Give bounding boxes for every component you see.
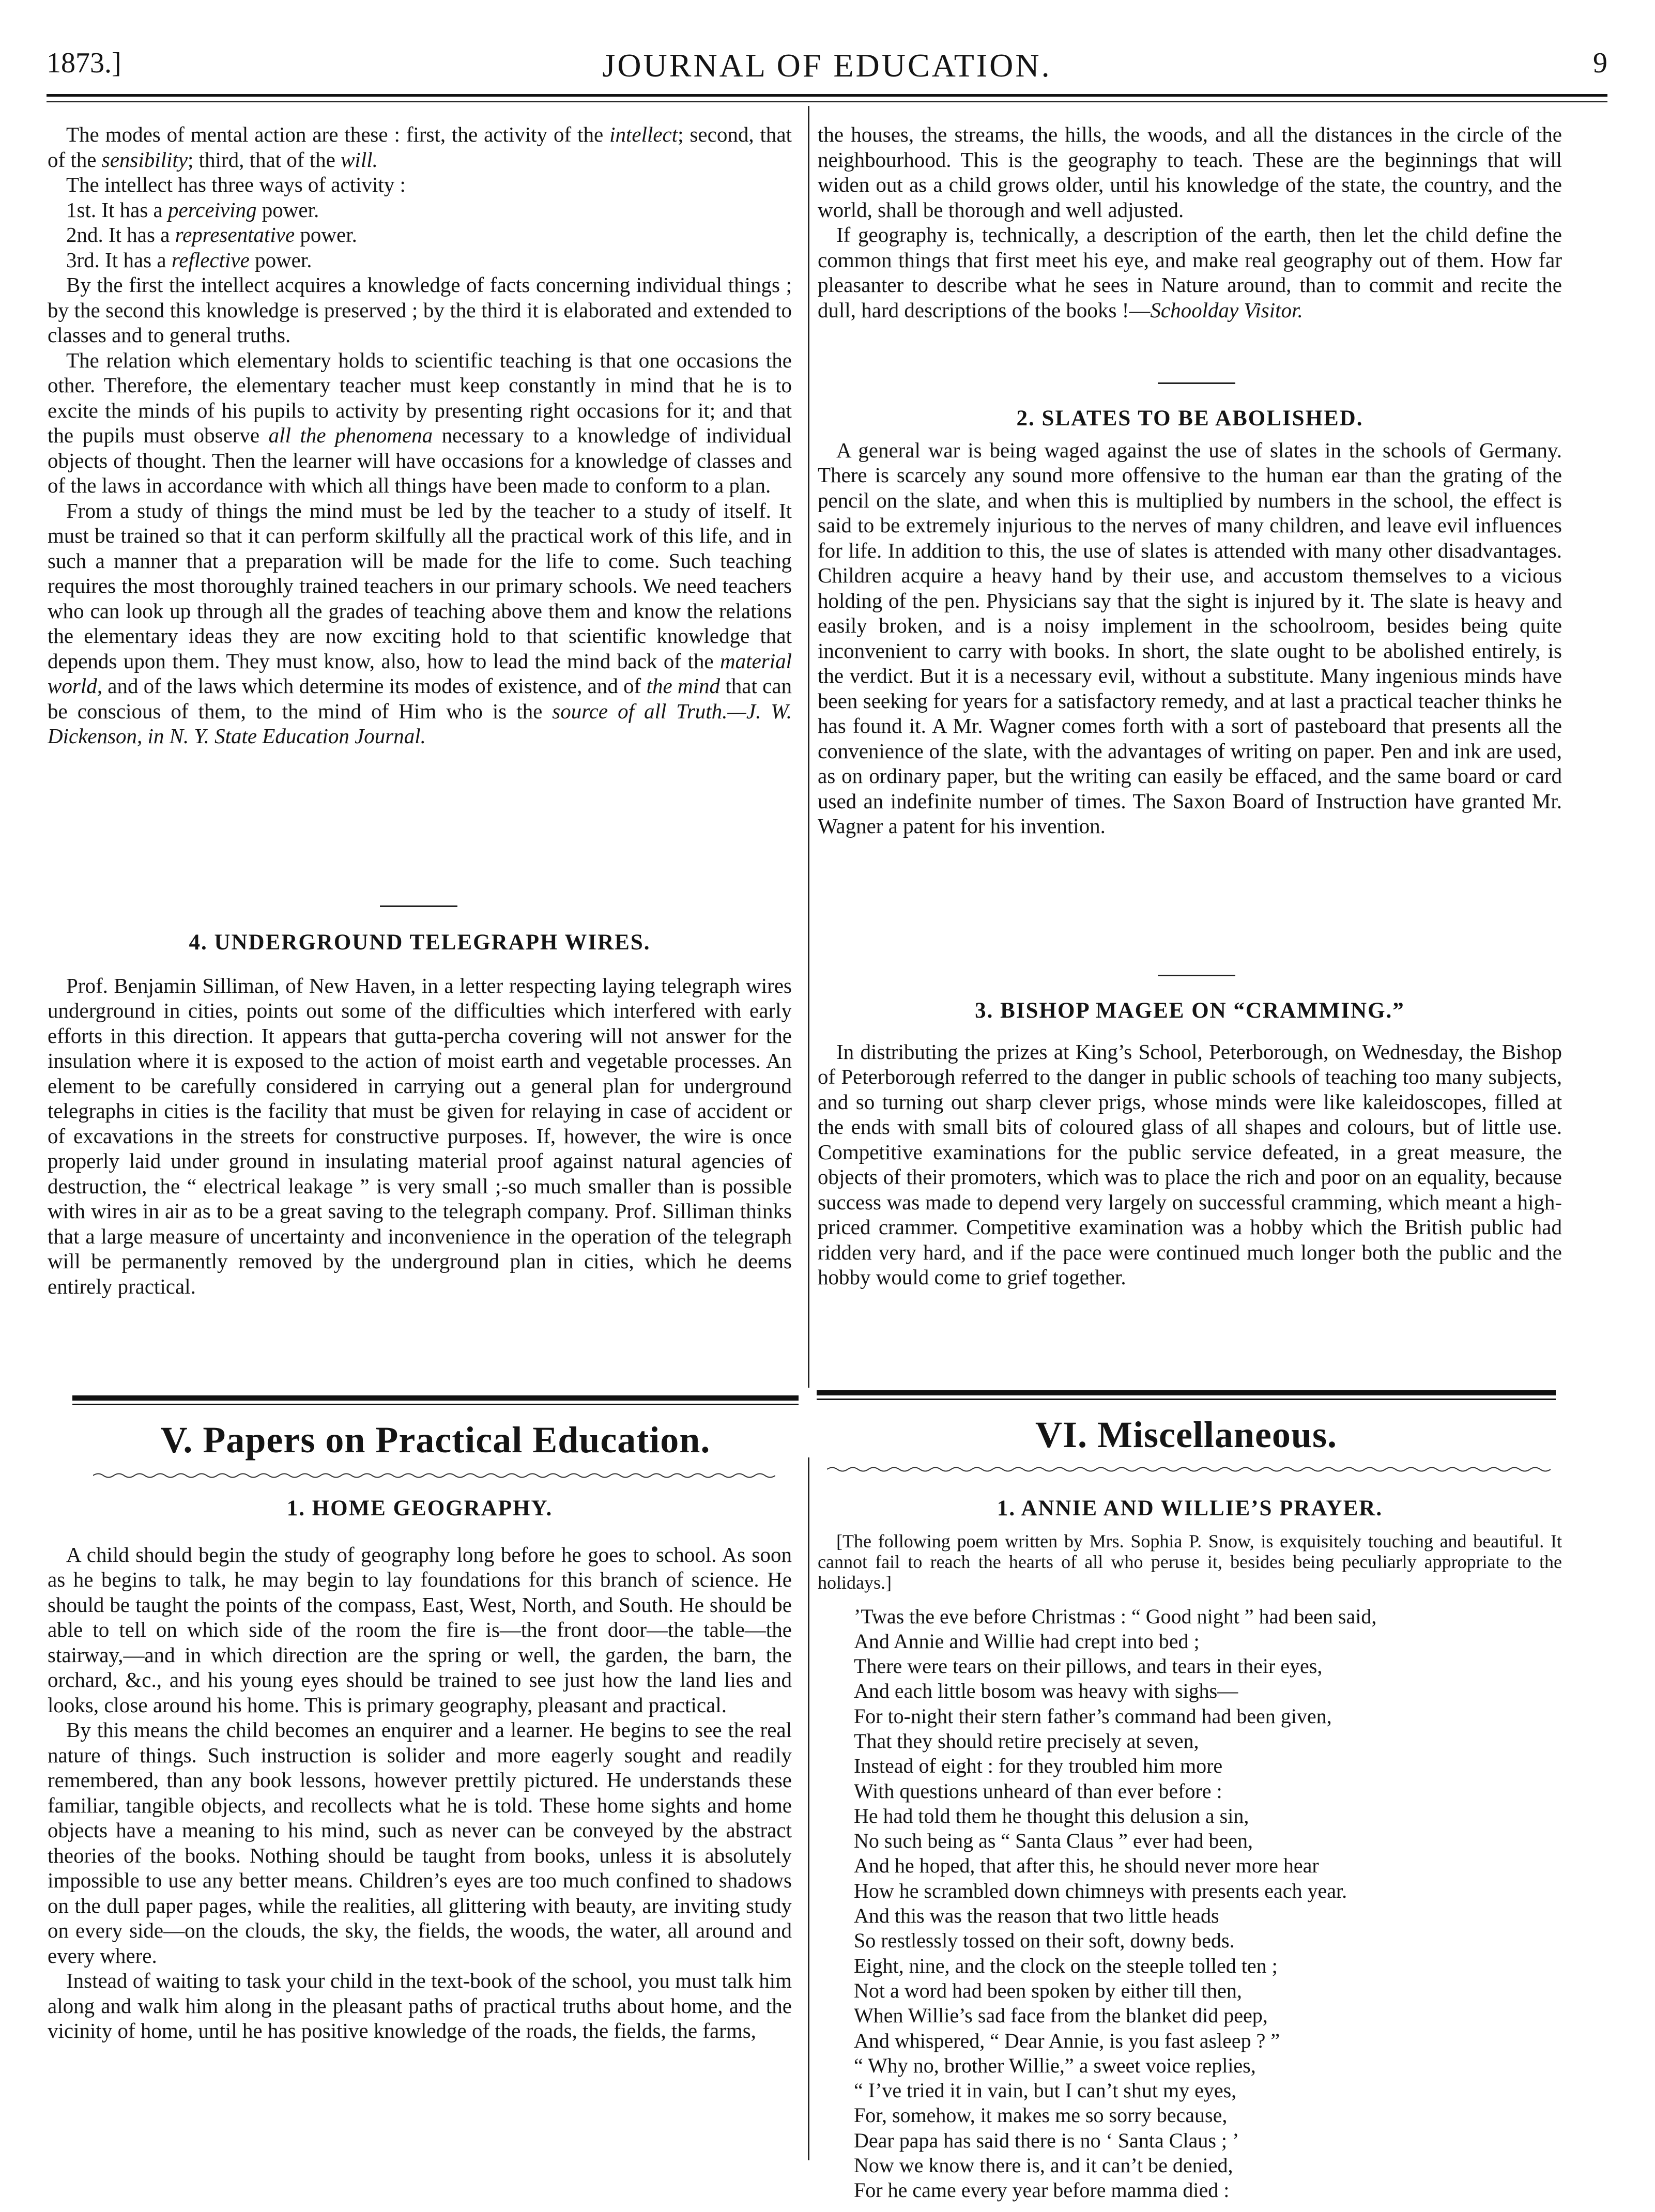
home-geography-p1: A child should begin the study of geography long before he goes to school. As soon as he begins to talk, he may begin to lay foundations for this branch of science. He should be taught the points of the compass, East, West, North, and South. He should be able to tell on which side of the room the fire is—the front door—the table—the stairway,—and in which direction are the spring or well, the garden, the barn, the orchard, &c., and his young eyes should be trained to see just how the land lies and looks, close around his home. This is primary geography, pleasant and practical. <box>48 1542 792 1717</box>
text: From a study of things the mind must be led by the teacher to a study of itself. It must be trained so that it can perform skilfully all the practical work of this life, and in such a manner that a preparation will be made for the life to come. Such teaching requires the most thoroughly trained teachers in our primary schools. We need teachers who can look up through all the grades of teaching above them and know the relations the elementary ideas they are now exciting hold to that scientific knowledge that depends upon them. They must know, also, how to lead the mind back of the <box>48 498 792 673</box>
paragraph-study-of-things <box>48 498 792 749</box>
section-bar-left <box>72 1395 799 1401</box>
poem-line: When Willie’s sad face from the blanket did peep, <box>854 2004 1268 2027</box>
poem-line: With questions unheard of than ever before : <box>854 1779 1222 1803</box>
poem-line: He had told them he thought this delusion a sin, <box>854 1804 1249 1827</box>
emphasis: reflective <box>171 248 250 272</box>
paragraph-modes <box>48 122 792 172</box>
section-bar-left-thin <box>72 1404 799 1405</box>
emphasis: all the phenomena <box>268 423 433 447</box>
poem-line: “ Why no, brother Willie,” a sweet voice replies, <box>854 2053 1256 2077</box>
poem-line: And each little bosom was heavy with sighs— <box>854 1679 1238 1703</box>
header-rule <box>47 94 1607 97</box>
ornament-wavy-right <box>827 1466 1551 1473</box>
slates-body: A general war is being waged against the use of slates in the schools of Germany. There is scarcely any sound more offensive to the human ear than the grating of the pencil on the slate, and when this is multiplied by numbers in the school, the effect is said to be extremely injurious to the nerves of many children, and leave evil influences for life. In addition to this, the use of slates is attended with many other disadvantages. Children acquire a heavy hand by their use, and accustom themselves to a vicious holding of the pen. Physicians say that the sight is injured by it. The slate is heavy and easily broken, and is a noisy implement in the schoolroom, besides being quite inconvenient to carry with books. In short, the slate ought to be abolished entirely, is the verdict. But it is a necessary evil, without a substitute. Many ingenious minds have been seeking for years for a satisfactory remedy, and at last a practical teacher thinks he has found it. A Mr. Wagner comes forth with a sort of pasteboard that presents all the convenience of the slate, with the advantages of writing on paper. Pen and ink are used, as on ordinary paper, but the writing can easily be effaced, and the same board or card used an indefinite number of times. The Saxon Board of Instruction have granted Mr. Wagner a patent for his invention. <box>818 438 1562 838</box>
poem-line: And this was the reason that two little heads <box>854 1904 1219 1928</box>
paragraph-geography-definition <box>818 222 1562 322</box>
text: 1st. It has a <box>66 197 163 222</box>
list-item-3 <box>48 248 792 273</box>
poem-line: ’Twas the eve before Christmas : “ Good night ” had been said, <box>854 1604 1377 1628</box>
separator-rule <box>1158 382 1235 384</box>
magee-heading: 3. BISHOP MAGEE ON “CRAMMING.” <box>975 999 1405 1023</box>
section-bar-right-thin <box>817 1399 1556 1400</box>
poem-line: Not a word had been spoken by either till then, <box>854 1978 1242 2002</box>
page-number: 9 <box>1593 47 1607 79</box>
poem-line: No such being as “ Santa Claus ” ever had been, <box>854 1829 1253 1853</box>
paragraph-intellect-ways: The intellect has three ways of activity : <box>66 173 406 196</box>
poem-line: That they should retire precisely at seven, <box>854 1729 1199 1753</box>
section-bar-right <box>817 1390 1556 1395</box>
prayer-heading: 1. ANNIE AND WILLIE’S PRAYER. <box>997 1496 1383 1520</box>
poem-line: And Annie and Willie had crept into bed ; <box>854 1629 1200 1653</box>
text: that can be conscious of them, to the mind of Him who is the <box>48 674 792 723</box>
ornament-wavy-left <box>93 1472 775 1479</box>
text: and of the laws which determine its modes of existence, and of <box>108 674 641 698</box>
telegraph-heading: 4. UNDERGROUND TELEGRAPH WIRES. <box>189 930 651 955</box>
section-v-title: V. Papers on Practical Education. <box>160 1419 711 1461</box>
text: necessary to a knowledge of individual objects of thought. Then the learner will have occasions for a knowledge of classes and of the laws in accordance with which all things have been made to conform to a plan. <box>48 423 792 497</box>
emphasis: representative <box>175 223 295 247</box>
home-geography-heading: 1. HOME GEOGRAPHY. <box>286 1496 553 1520</box>
separator-rule <box>380 905 457 907</box>
text: If geography is, technically, a description of the earth, then let the child define the common things that first meet his eye, and make real geography out of them. How far pleasanter to describe what he sees in Nature around, than to commit and recite the dull, hard descriptions of the books !— <box>818 223 1562 322</box>
page-header <box>47 41 1607 98</box>
right-column-upper <box>818 122 1562 322</box>
column-divider-lower <box>808 1457 809 2160</box>
text: power. <box>300 223 357 247</box>
column-divider <box>808 106 809 1388</box>
emphasis-intellect: intellect <box>609 122 678 146</box>
text: The relation which elementary holds to scientific teaching is that one occasions the other. Therefore, the elementary teacher must keep constantly in mind that he is to excite the minds of his pupils to activity by presenting right occasions for it; and that the pupils must observe <box>48 348 792 447</box>
left-column-upper <box>48 122 792 749</box>
poem-line: Eight, nine, and the clock on the steeple tolled ten ; <box>854 1954 1278 1977</box>
text: power. <box>262 197 319 222</box>
separator-rule <box>1158 975 1235 976</box>
text: 2nd. It has a <box>66 223 170 247</box>
poem-line: For to-night their stern father’s command had been given, <box>854 1704 1332 1728</box>
telegraph-article <box>48 930 792 1299</box>
poem-line: There were tears on their pillows, and tears in their eyes, <box>854 1654 1323 1678</box>
emphasis-will: will. <box>341 147 378 172</box>
poem-line: And he hoped, that after this, he should never more hear <box>854 1854 1319 1878</box>
text: ; third, that of the <box>188 147 335 172</box>
emphasis-sensibility: sensibility <box>101 147 188 172</box>
header-year: 1873.] <box>47 47 121 79</box>
attribution: source of all Truth.—J. W. Dickenson, in N. Y. State Education Journal. <box>48 699 792 748</box>
text: The modes of mental action are these : first, the activity of the <box>66 122 604 146</box>
emphasis: the mind <box>646 674 721 698</box>
header-rule-thin <box>47 101 1607 102</box>
magee-body: In distributing the prizes at King’s School, Peterborough, on Wednesday, the Bishop of Peterborough referred to the danger in public schools of teaching too many subjects, and so turning out sharp clever prigs, whose minds were like kaleidoscopes, filled at the ends with small bits of coloured glass of all shapes and colours, but of little use. Competitive examinations for the public service defeated, in a great measure, the objects of their promoters, which was to place the rich and poor on an equality, because success was made to depend very largely on successful cramming, which meant a high-priced crammer. Competitive examination was a hobby which the British public had ridden very hard, and if the pace were continued much longer both the public and the hobby would come to grief together. <box>818 1039 1562 1289</box>
section-vi-title: VI. Miscellaneous. <box>1035 1414 1337 1455</box>
home-geography-p2: By this means the child becomes an enquirer and a learner. He begins to see the real nature of things. Such instruction is solider and more eagerly sought and readily remembered, than any book lessons, however prettily pictured. He understands these familiar, tangible objects, and recollects what he is told. These home sights and home objects have a meaning to his mind, such as never can be conveyed by the abstract theories of the books. Nothing should be taught from books, unless it is absolutely impossible to use any better means. Children’s eyes are too much confined to shadows on the dull paper pages, while the realities, all glittering with beauty, are inviting study on every side—on the clouds, the sky, the fields, the woods, the water, all around and every where. <box>48 1718 792 1968</box>
paragraph-first-intellect: By the first the intellect acquires a knowledge of facts concerning individual things ; by the second this knowledge is preserved ; by the third it is elaborated and extended to classes and to general truths. <box>48 273 792 347</box>
list-item-1 <box>48 197 792 223</box>
emphasis: material world, <box>48 649 792 698</box>
paragraph-houses: the houses, the streams, the hills, the woods, and all the distances in the circle of the neighbourhood. This is the geography to teach. These are the beginnings that will widen out as a child grows older, until his knowledge of the state, the country, and the world, shall be thorough and well adjusted. <box>818 122 1562 222</box>
poem-line: So restlessly tossed on their soft, downy beds. <box>854 1929 1235 1953</box>
slates-article <box>818 406 1562 839</box>
telegraph-body: Prof. Benjamin Silliman, of New Haven, in a letter respecting laying telegraph wires underground in cities, points out some of the difficulties which interfered with early efforts in this direction. It appears that gutta-percha covering will not answer for the insulation where it is exposed to the action of moist earth and vegetable processes. An element to be carefully considered in carrying out a general plan for underground telegraphs in cities is the facility that must be given for relaying in case of accident or of excavations in the streets for constructive purposes. If, however, the wire is once properly laid under ground in insulating material proof against natural agencies of destruction, the “ electrical leakage ” is very small ;-so much smaller than is possible with wires in air as to be a great saving to the telegraph company. Prof. Silliman thinks that a large measure of uncertainty and inconvenience in the operation of the telegraph will be permanently removed by the underground plan in cities, which he deems entirely practical. <box>48 973 792 1298</box>
poem-line: For he came every year before mamma died : <box>854 2178 1230 2202</box>
list-item-2 <box>48 222 792 248</box>
text: power. <box>255 248 312 272</box>
paragraph-relation <box>48 348 792 498</box>
poem-line: Now we know there is, and it can’t be denied, <box>854 2154 1233 2177</box>
poem-line: Instead of eight : for they troubled him more <box>854 1754 1223 1778</box>
poem-line: And whispered, “ Dear Annie, is you fast asleep ? ” <box>854 2029 1280 2052</box>
home-geography-p3: Instead of waiting to task your child in the text-book of the school, you must talk him along and walk him along in the pleasant paths of practical truths about home, and the vicinity of home, until he has positive knowledge of the roads, the fields, the farms, <box>48 1969 792 2042</box>
home-geography-article <box>48 1496 792 2044</box>
emphasis: perceiving <box>168 197 257 222</box>
text: ; second, that of the <box>48 122 792 172</box>
prayer-article <box>818 1496 1562 2203</box>
text: 3rd. It has a <box>66 248 166 272</box>
poem-line: How he scrambled down chimneys with presents each year. <box>854 1879 1347 1902</box>
poem-line: For, somehow, it makes me so sorry because, <box>854 2103 1228 2127</box>
slates-heading: 2. SLATES TO BE ABOLISHED. <box>1016 406 1363 431</box>
poem <box>818 1604 1562 2203</box>
poem-line: Dear papa has said there is no ‘ Santa Claus ; ’ <box>854 2128 1239 2152</box>
prayer-note: [The following poem written by Mrs. Sophia P. Snow, is exquisitely touching and beautiful. It cannot fail to reach the hearts of all who peruse it, besides being peculiarly appropriate to the holidays.] <box>818 1530 1562 1593</box>
journal-title: JOURNAL OF EDUCATION. <box>602 47 1052 84</box>
poem-line: “ I’ve tried it in vain, but I can’t shut my eyes, <box>854 2079 1237 2102</box>
attribution: Schoolday Visitor. <box>1150 298 1303 322</box>
magee-article <box>818 999 1562 1290</box>
